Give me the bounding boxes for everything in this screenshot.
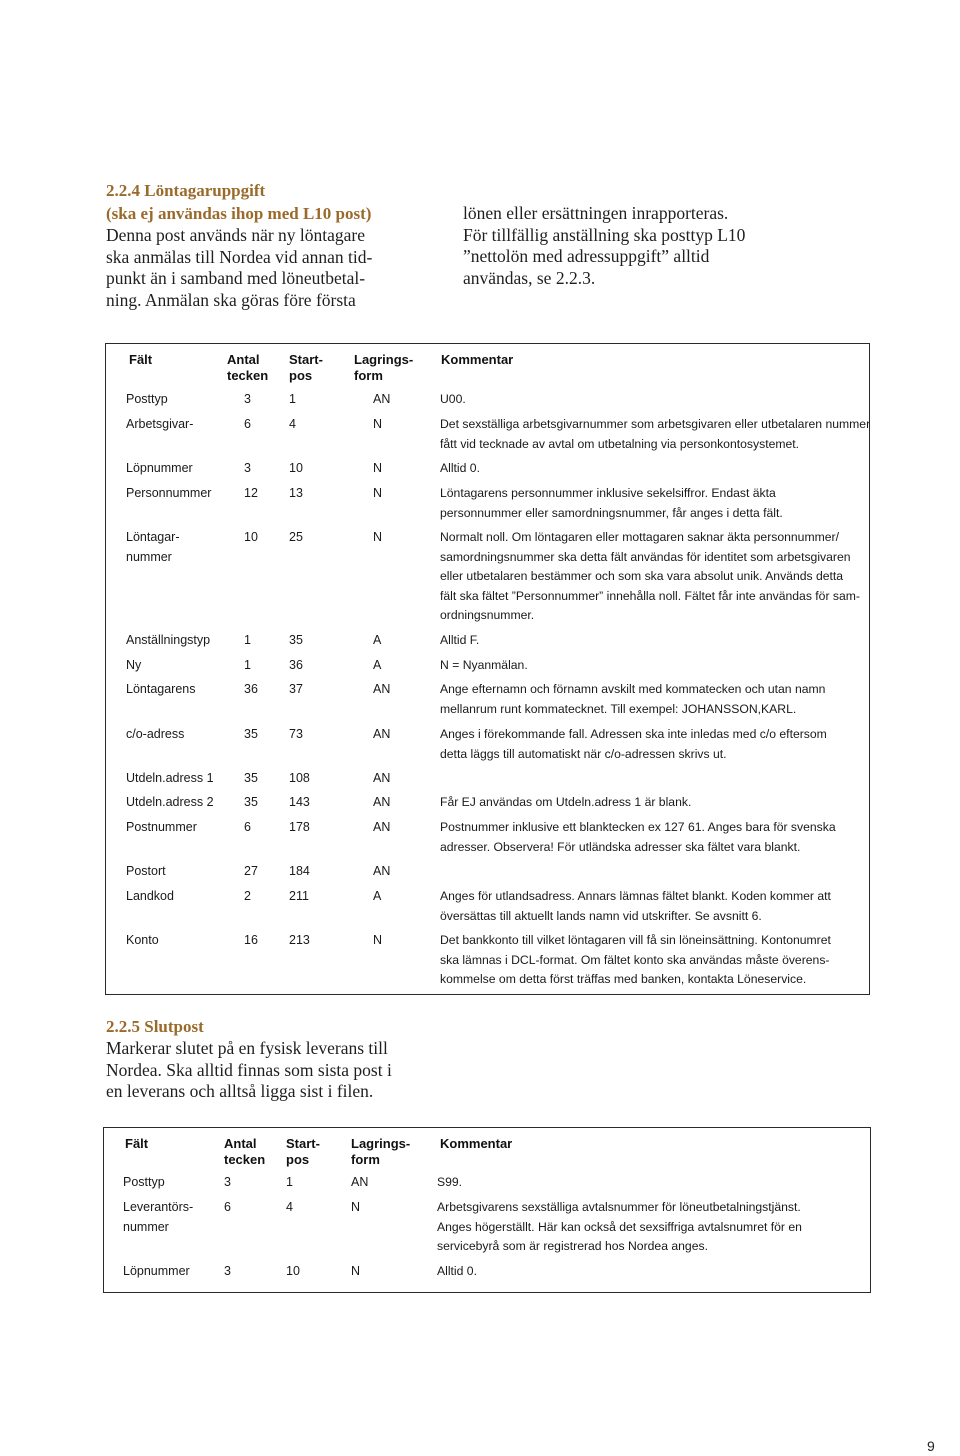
field-length: 6 xyxy=(244,417,251,431)
field-start-pos: 213 xyxy=(289,933,310,947)
slutpost-text xyxy=(106,1038,466,1103)
field-storage-form: N xyxy=(351,1200,361,1214)
field-comment-line: Anges i förekommande fall. Adressen ska inte inledas med c/o eftersom xyxy=(440,727,827,741)
section-subheading: (ska ej användas ihop med L10 post) xyxy=(106,204,372,223)
field-start-pos: 211 xyxy=(289,889,309,903)
field-length: 16 xyxy=(244,933,258,947)
field-storage-form: N xyxy=(351,1264,361,1278)
field-storage-form: AN xyxy=(373,682,391,696)
text-line: punkt än i samband med löneutbetal- xyxy=(106,268,366,288)
field-comment-line: Normalt noll. Om löntagaren eller mottagaren saknar äkta personnummer/ xyxy=(440,530,839,544)
table1-header-falt: Fält xyxy=(129,352,153,367)
field-comment-line: eller utbetalaren bestämmer och som ska vara absolut unik. Används detta xyxy=(440,569,844,583)
field-start-pos: 73 xyxy=(289,727,303,741)
field-storage-form: A xyxy=(373,658,382,672)
field-comment-line: Anges för utlandsadress. Annars lämnas fältet blankt. Koden kommer att xyxy=(440,889,831,903)
field-storage-form: N xyxy=(373,417,383,431)
text-line: För tillfällig anställning ska posttyp L10 xyxy=(463,224,746,245)
field-name: Leverantörs- xyxy=(123,1200,194,1214)
header-line: pos xyxy=(286,1152,310,1167)
field-name: Posttyp xyxy=(123,1175,165,1189)
field-length: 35 xyxy=(244,795,258,809)
text-line: Nordea. Ska alltid finnas som sista post i xyxy=(106,1059,392,1080)
field-comment-line: Det sexställiga arbetsgivarnummer som arbetsgivaren eller utbetalaren nummer xyxy=(440,417,871,431)
text-line: ning. Anmälan ska göras före första xyxy=(106,289,356,310)
field-comment-line: ska lämnas i DCL-format. Om fältet konto ska användas måste överens- xyxy=(440,952,830,967)
header-line: Antal xyxy=(227,352,260,367)
field-start-pos: 37 xyxy=(289,682,303,696)
field-length: 35 xyxy=(244,727,258,741)
text-line: användas, se 2.2.3. xyxy=(463,267,596,288)
field-start-pos: 184 xyxy=(289,864,310,878)
section-heading-loentagaruppgift: 2.2.4 Löntagaruppgift xyxy=(106,181,266,200)
field-start-pos: 143 xyxy=(289,795,310,809)
field-comment-line: U00. xyxy=(440,392,466,406)
field-comment-line: Postnummer inklusive ett blanktecken ex 127 61. Anges bara för svenska xyxy=(440,820,836,834)
field-comment-line: servicebyrå som är registrerad hos Nordea anges. xyxy=(437,1239,708,1253)
field-length: 27 xyxy=(244,864,258,878)
field-storage-form: N xyxy=(373,530,383,544)
field-comment-line: fält ska fältet ”Personnummer” innehålla noll. Fältet får inte användas för sam- xyxy=(440,588,860,603)
field-start-pos: 1 xyxy=(286,1175,293,1189)
text-line: ”nettolön med adressuppgift” alltid xyxy=(463,246,710,266)
field-comment-line: personnummer eller samordningsnummer, får anges i detta fält. xyxy=(440,505,783,520)
field-length: 6 xyxy=(244,820,251,834)
field-comment-line: detta läggs till automatiskt när c/o-adressen skrivs ut. xyxy=(440,746,727,761)
field-storage-form: AN xyxy=(373,727,391,741)
field-storage-form: AN xyxy=(373,820,391,834)
table2-header-start xyxy=(286,1136,320,1168)
field-name: Postort xyxy=(126,864,166,878)
field-comment-line: samordningsnummer ska detta fält användas för identitet som arbetsgivaren xyxy=(440,549,851,564)
text-line: Denna post används när ny löntagare xyxy=(106,225,366,245)
header-line: Lagrings- xyxy=(354,352,414,367)
field-name: Arbetsgivar- xyxy=(126,417,194,431)
text-line: ska anmälas till Nordea vid annan tid- xyxy=(106,246,373,267)
header-line: form xyxy=(354,368,383,383)
field-length: 35 xyxy=(244,771,258,785)
field-comment-line: S99. xyxy=(437,1175,463,1189)
field-comment-line: mellanrum runt kommatecknet. Till exempel: JOHANSSON,KARL. xyxy=(440,701,797,716)
text-line: en leverans och alltså ligga sist i filen. xyxy=(106,1081,374,1101)
field-name: Löpnummer xyxy=(123,1264,190,1278)
field-comment-line: översättas till aktuellt lands namn vid utskrifter. Se avsnitt 6. xyxy=(440,908,762,923)
field-length: 3 xyxy=(224,1264,231,1278)
field-length: 1 xyxy=(244,633,251,647)
field-length: 3 xyxy=(224,1175,231,1189)
field-comment-line: Alltid 0. xyxy=(437,1264,477,1278)
table2-header-falt: Fält xyxy=(125,1136,149,1151)
field-storage-form: N xyxy=(373,461,383,475)
header-line: Start- xyxy=(286,1136,320,1151)
field-name: Postnummer xyxy=(126,820,197,834)
field-storage-form: N xyxy=(373,933,383,947)
field-comment-line: N = Nyanmälan. xyxy=(440,658,528,672)
page-number: 9 xyxy=(927,1438,935,1454)
header-line: pos xyxy=(289,368,313,383)
field-comment-line: kommelse om detta först träffas med banken, kontakta Löneservice. xyxy=(440,972,807,986)
field-storage-form: A xyxy=(373,633,382,647)
field-start-pos: 108 xyxy=(289,771,310,785)
field-name: Löntagarens xyxy=(126,682,196,696)
header-line: tecken xyxy=(227,368,269,383)
field-length: 3 xyxy=(244,461,251,475)
table2-header-kommentar: Kommentar xyxy=(440,1136,513,1151)
field-comment-line: ordningsnummer. xyxy=(440,608,535,622)
field-name: Löpnummer xyxy=(126,461,193,475)
field-storage-form: N xyxy=(373,486,383,500)
header-line: form xyxy=(351,1152,380,1167)
field-name: Konto xyxy=(126,933,159,947)
field-storage-form: A xyxy=(373,889,382,903)
field-comment-line: Anges högerställt. Här kan också det sexsiffriga avtalsnumret för en xyxy=(437,1219,802,1234)
field-name-cont: nummer xyxy=(123,1219,169,1234)
field-start-pos: 4 xyxy=(286,1200,293,1214)
table1-header-lagringsform xyxy=(354,352,413,384)
field-name: Landkod xyxy=(126,889,174,903)
field-comment-line: Ange efternamn och förnamn avskilt med kommatecken och utan namn xyxy=(440,682,826,696)
header-line: Antal xyxy=(224,1136,257,1151)
field-name: Posttyp xyxy=(126,392,168,406)
field-storage-form: AN xyxy=(373,392,391,406)
field-length: 36 xyxy=(244,682,258,696)
header-line: Start- xyxy=(289,352,323,367)
text-line: lönen eller ersättningen inrapporteras. xyxy=(463,203,729,223)
field-start-pos: 1 xyxy=(289,392,296,406)
intro-text-right xyxy=(463,203,803,289)
field-storage-form: AN xyxy=(373,771,391,785)
intro-text-left xyxy=(106,225,446,311)
field-comment-line: adresser. Observera! För utländska adresser ska fältet vara blankt. xyxy=(440,839,801,854)
header-line: tecken xyxy=(224,1152,266,1167)
field-start-pos: 25 xyxy=(289,530,303,544)
table1-header-start xyxy=(289,352,323,384)
field-start-pos: 35 xyxy=(289,633,303,647)
field-comment-line: fått vid tecknade av avtal om utbetalning via personkontosystemet. xyxy=(440,436,800,451)
field-name: Anställningstyp xyxy=(126,633,211,647)
field-length: 1 xyxy=(244,658,251,672)
field-comment-line: Arbetsgivarens sexställiga avtalsnummer för löneutbetalningstjänst. xyxy=(437,1200,801,1214)
field-start-pos: 36 xyxy=(289,658,303,672)
field-storage-form: AN xyxy=(351,1175,369,1189)
field-start-pos: 10 xyxy=(289,461,303,475)
field-length: 6 xyxy=(224,1200,231,1214)
field-name-cont: nummer xyxy=(126,549,172,564)
field-comment-line: Alltid F. xyxy=(440,633,480,647)
field-length: 2 xyxy=(244,889,251,903)
field-length: 10 xyxy=(244,530,258,544)
table2-header-lagringsform xyxy=(351,1136,410,1168)
field-name: Utdeln.adress 1 xyxy=(126,771,214,785)
field-storage-form: AN xyxy=(373,864,391,878)
field-comment-line: Får EJ användas om Utdeln.adress 1 är blank. xyxy=(440,795,692,809)
field-name: Utdeln.adress 2 xyxy=(126,795,214,809)
field-name: Personnummer xyxy=(126,486,212,500)
header-line: Lagrings- xyxy=(351,1136,411,1151)
field-length: 12 xyxy=(244,486,258,500)
field-comment-line: Det bankkonto till vilket löntagaren vill få sin löneinsättning. Kontonumret xyxy=(440,933,831,947)
field-length: 3 xyxy=(244,392,251,406)
field-comment-line: Löntagarens personnummer inklusive sekelsiffror. Endast äkta xyxy=(440,486,776,500)
field-start-pos: 13 xyxy=(289,486,303,500)
field-start-pos: 4 xyxy=(289,417,296,431)
table1-header-kommentar: Kommentar xyxy=(441,352,514,367)
field-name: Löntagar- xyxy=(126,530,180,544)
table1-header-antal xyxy=(227,352,268,384)
field-storage-form: AN xyxy=(373,795,391,809)
field-name: c/o-adress xyxy=(126,727,185,741)
section-heading-slutpost: 2.2.5 Slutpost xyxy=(106,1017,204,1036)
field-comment-line: Alltid 0. xyxy=(440,461,480,475)
table2-header-antal xyxy=(224,1136,265,1168)
field-start-pos: 178 xyxy=(289,820,310,834)
field-start-pos: 10 xyxy=(286,1264,300,1278)
text-line: Markerar slutet på en fysisk leverans till xyxy=(106,1038,388,1058)
field-name: Ny xyxy=(126,658,142,672)
